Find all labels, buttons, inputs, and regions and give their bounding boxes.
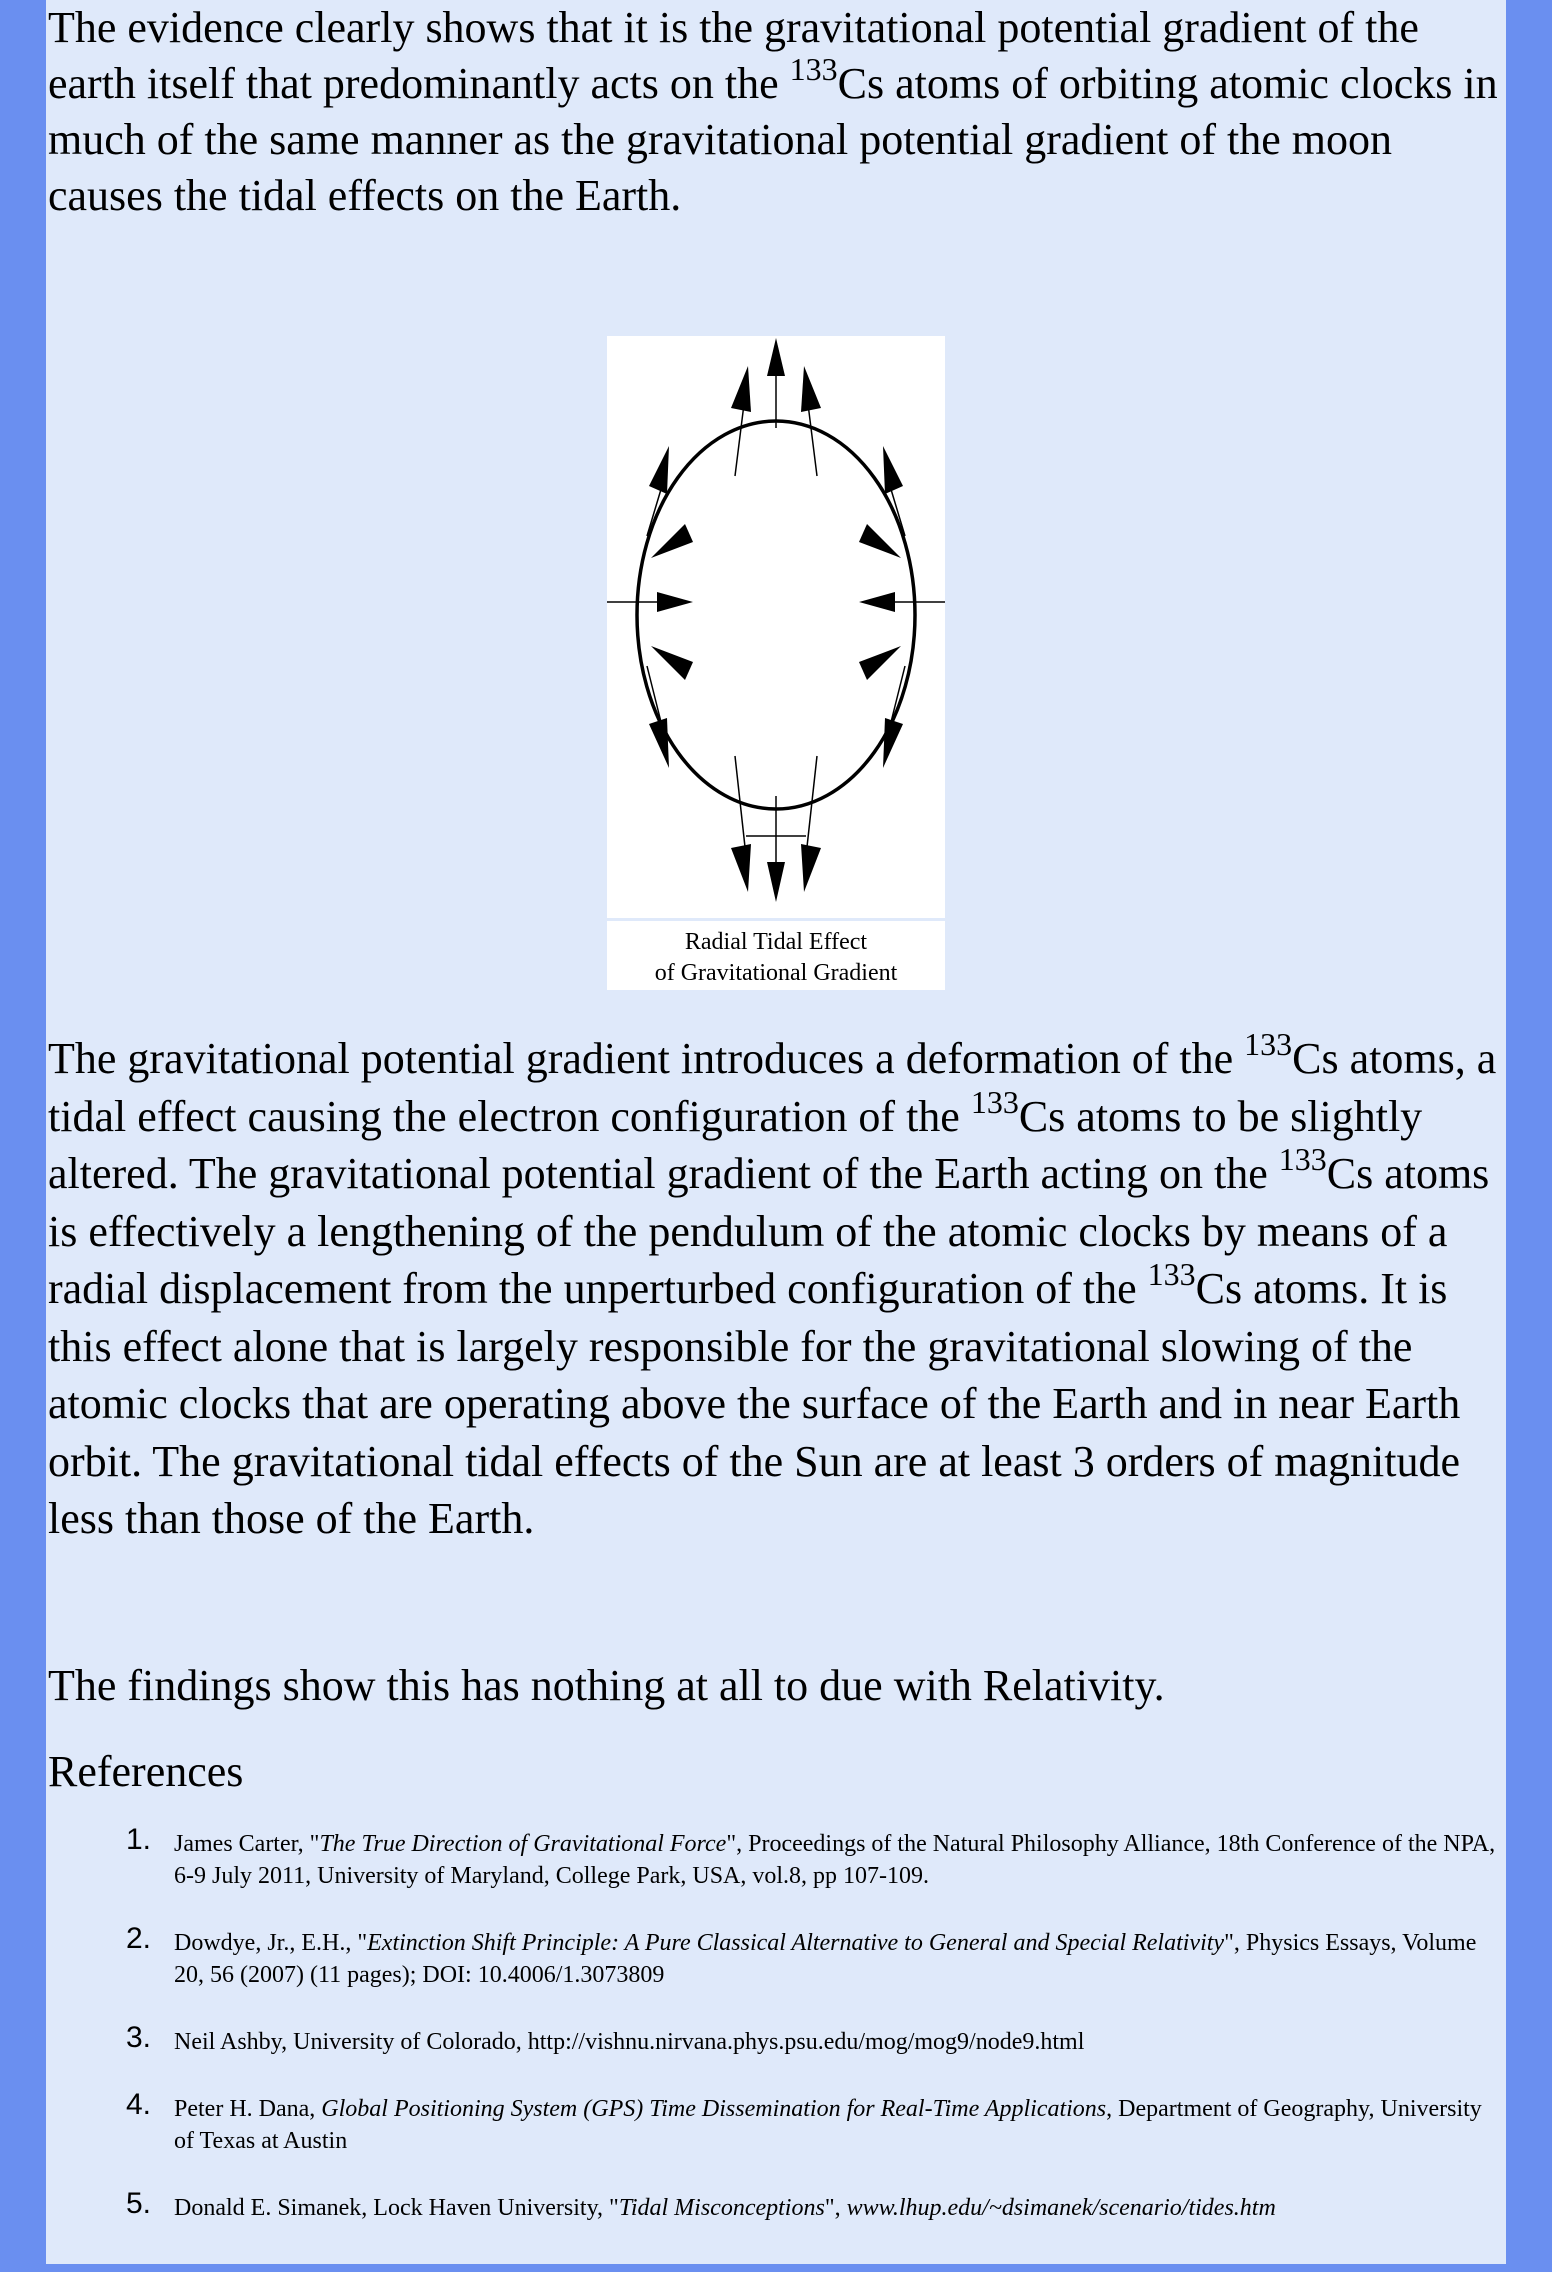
text: ", Proceedings of the Natural Philosophy Alliance, 18th Conference of the NPA, 6-9 July 2011, University of Maryland, College Park, USA, vol.8, pp 107-109.	[174, 1831, 1496, 1889]
text: The evidence clearly shows that it is the gravitational potential gradient of the earth itself that predominantly acts on the	[48, 3, 1419, 108]
tidal-effect-figure	[607, 336, 945, 990]
text: Cs atoms. It is this effect alone that is largely responsible for the gravitational slowing of the atomic clocks that are operating above the surface of the Earth and in near Earth orbit. The gravitational tidal effects of the Sun are at least 3 orders of magnitude less than those of the Earth.	[48, 1264, 1461, 1543]
reference-number: 3.	[126, 2021, 152, 2054]
text: ",	[824, 2195, 847, 2221]
text: Cs atoms, a tidal effect causing the electron configuration of the	[48, 1034, 1497, 1141]
text: Cs atoms of orbiting atomic clocks in much of the same manner as the gravitational potential gradient of the moon causes the tidal effects on the Earth.	[48, 59, 1498, 220]
superscript: 133	[1147, 1256, 1196, 1293]
text: The gravitational potential gradient introduces a deformation of the	[48, 1034, 1245, 1083]
text: ", Physics Essays, Volume 20, 56 (2007) (11 pages); DOI: 10.4006/1.3073809	[174, 1930, 1477, 1988]
caption-line: of Gravitational Gradient	[654, 960, 898, 986]
reference-item	[126, 2021, 1506, 2058]
document-page	[46, 0, 1506, 2264]
text: James Carter, "	[174, 1831, 320, 1857]
superscript: 133	[1244, 1026, 1293, 1063]
paragraph-intro	[48, 0, 1508, 224]
reference-item	[126, 2088, 1506, 2157]
reference-number: 4.	[126, 2088, 152, 2121]
reference-title: The True Direction of Gravitational Force	[319, 1831, 727, 1857]
caption-line: Radial Tidal Effect	[684, 929, 868, 955]
figure-caption	[607, 918, 945, 989]
text: Cs atoms to be slightly altered. The gravitational potential gradient of the Earth acting on the	[48, 1091, 1423, 1198]
text: Peter H. Dana,	[174, 2096, 322, 2122]
reference-title: Extinction Shift Principle: A Pure Classical Alternative to General and Special Relativity	[367, 1930, 1225, 1956]
superscript: 133	[789, 51, 838, 88]
reference-item	[126, 1823, 1506, 1892]
superscript: 133	[1278, 1141, 1327, 1178]
tidal-ellipse-diagram	[607, 336, 945, 918]
reference-title: Global Positioning System (GPS) Time Dissemination for Real-Time Applications	[321, 2096, 1107, 2122]
references-heading: References	[48, 1747, 244, 1796]
reference-number: 5.	[126, 2187, 152, 2220]
text: Neil Ashby, University of Colorado, http://vishnu.nirvana.phys.psu.edu/mog/mog9/node9.html	[174, 2029, 1085, 2055]
reference-number: 2.	[126, 1922, 152, 1955]
paragraph-findings: The findings show this has nothing at all to due with Relativity.	[48, 1661, 1165, 1710]
reference-url: www.lhup.edu/~dsimanek/scenario/tides.htm	[846, 2195, 1276, 2221]
text: , Department of Geography, University of Texas at Austin	[174, 2096, 1482, 2154]
references-list	[126, 1823, 1506, 2259]
text: Dowdye, Jr., E.H., "	[174, 1930, 368, 1956]
text: Donald E. Simanek, Lock Haven University, "	[174, 2195, 619, 2221]
text: Cs atoms is effectively a lengthening of the pendulum of the atomic clocks by means of a radial displacement from the unperturbed configuration of the	[48, 1149, 1490, 1313]
reference-number: 1.	[126, 1823, 152, 1856]
paragraph-deformation	[48, 1026, 1508, 1548]
reference-item	[126, 1922, 1506, 1991]
superscript: 133	[970, 1083, 1019, 1120]
reference-title: Tidal Misconceptions	[618, 2195, 825, 2221]
reference-item	[126, 2187, 1506, 2224]
